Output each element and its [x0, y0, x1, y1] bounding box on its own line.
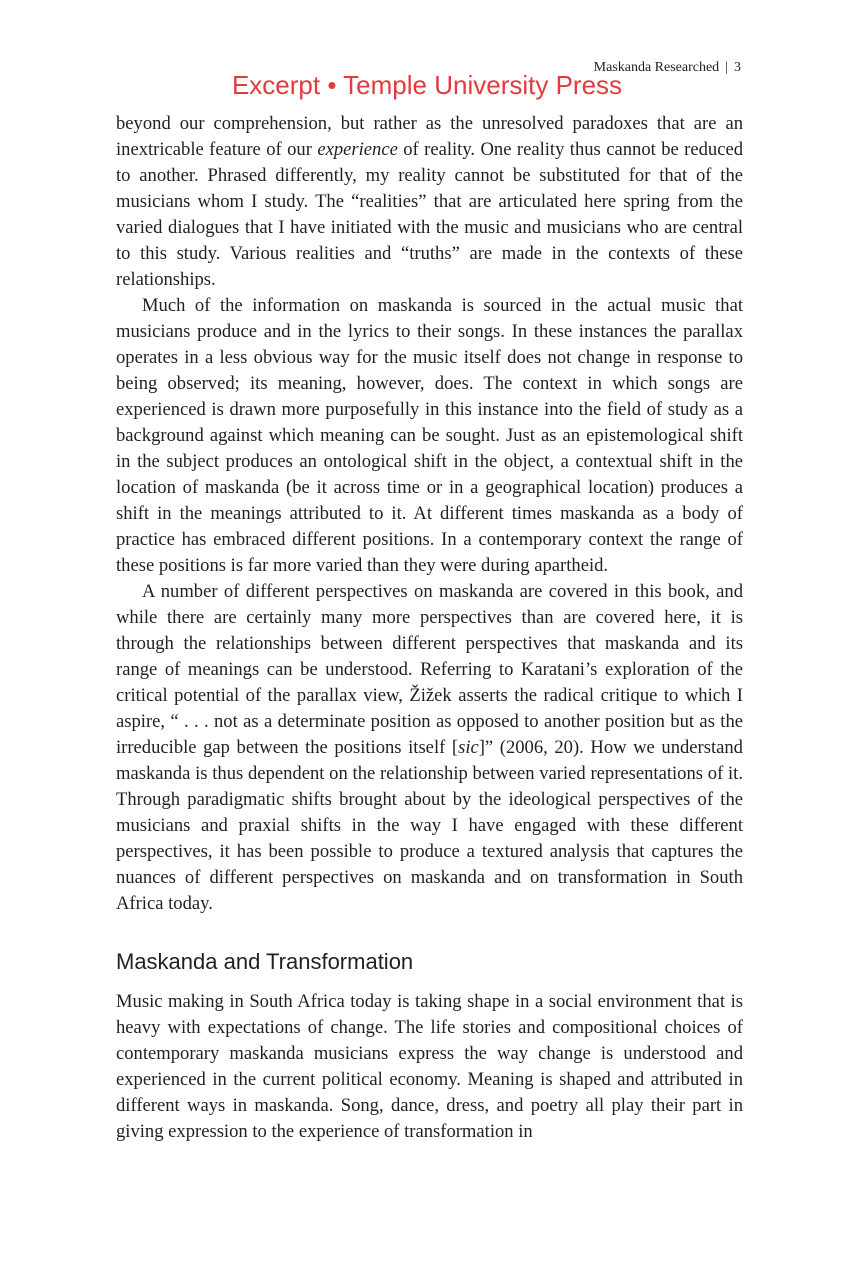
watermark: Excerpt • Temple University Press	[231, 70, 623, 100]
paragraph-1	[116, 111, 743, 293]
paragraph-4: Music making in South Africa today is taking shape in a social environment that is heavy with expectations of change. The life stories and compositional choices of contemporary maskanda musicians express the way change is understood and experienced in the current political economy. Meaning is shaped and attributed in different ways in maskanda. Song, dance, dress, and poetry all play their part in giving expression to the experience of transformation in	[116, 991, 743, 1142]
body-text	[116, 111, 743, 1145]
page-number: 3	[734, 60, 741, 75]
paragraph-3-emphasis: sic	[458, 737, 479, 758]
paragraph-2: Much of the information on maskanda is sourced in the actual music that musicians produce and in the lyrics to their songs. In these instances the parallax operates in a less obvious way for the music itself does not change in response to being observed; its meaning, however, does. The context in which songs are experienced is drawn more purposefully in this instance into the field of study as a background against which meaning can be sought. Just as an epistemological shift in the subject produces an ontological shift in the object, a contextual shift in the location of maskanda (be it across time or in a geographical location) produces a shift in the meanings attributed to it. At different times maskanda as a body of practice has embraced different positions. In a contemporary context the range of these positions is far more varied than they were during apartheid.	[116, 295, 743, 576]
paragraph-1-emphasis: experience	[317, 139, 398, 160]
running-head-title: Maskanda Researched	[593, 60, 720, 75]
paragraph-1-part-a: beyond our comprehension, but rather as the unresolved paradoxes that are an inextricable feature of our	[116, 113, 743, 160]
paragraph-3-part-b: ]” (2006, 20). How we understand maskanda is thus dependent on the relationship between varied representations of it. Through paradigmatic shifts brought about by the ideological perspectives of the musicians and praxial shifts in the way I have engaged with these different perspectives, it has been possible to produce a textured analysis that captures the nuances of different perspectives on maskanda and on transformation in South Africa today.	[116, 737, 743, 914]
paragraph-3	[116, 579, 743, 917]
paragraph-3-part-a: A number of different perspectives on maskanda are covered in this book, and while there are certainly many more perspectives than are covered here, it is through the relationships between different perspectives that maskanda and its range of meanings can be understood. Referring to Karatani’s exploration of the critical potential of the parallax view, Žižek asserts the radical critique to which I aspire, “ . . . not as a determinate position as opposed to another position but as the irreducible gap between the positions itself [	[116, 581, 743, 758]
paragraph-1-part-b: of reality. One reality thus cannot be reduced to another. Phrased differently, my reality cannot be substituted for that of the musicians whom I study. The “realities” that are articulated here spring from the varied dialogues that I have initiated with the music and musicians who are central to this study. Various realities and “truths” are made in the contexts of these relationships.	[116, 139, 744, 290]
section-heading: Maskanda and Transformation	[116, 949, 414, 974]
running-head-separator: |	[725, 60, 728, 75]
